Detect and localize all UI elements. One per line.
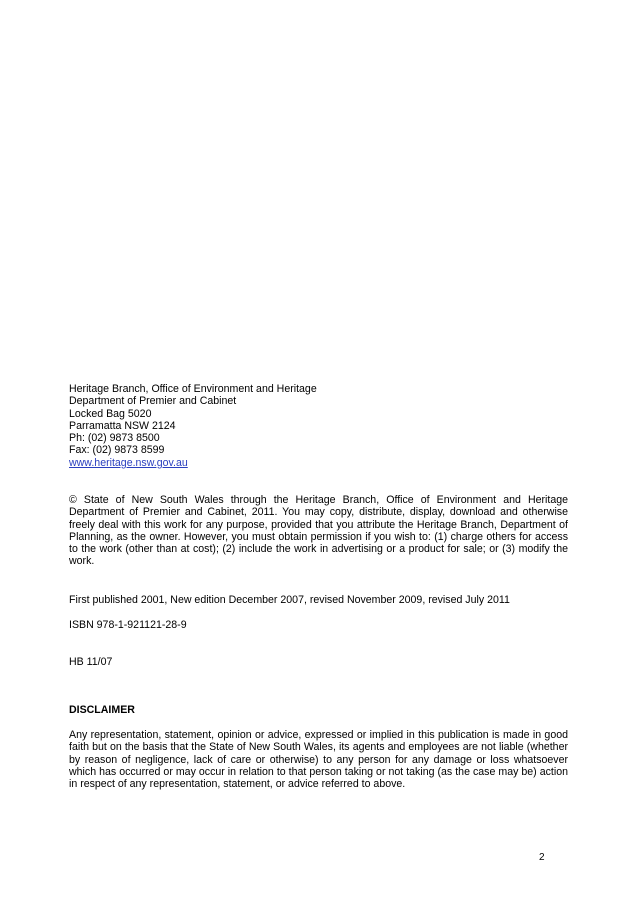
website-link[interactable]: www.heritage.nsw.gov.au — [69, 456, 188, 469]
address-line-organisation: Heritage Branch, Office of Environment and Heritage — [69, 383, 317, 395]
address-line-locked-bag: Locked Bag 5020 — [69, 407, 152, 420]
address-line-fax: Fax: (02) 9873 8599 — [69, 444, 165, 457]
address-line-suburb: Parramatta NSW 2124 — [69, 419, 176, 432]
isbn: ISBN 978-1-921121-28-9 — [69, 619, 187, 631]
disclaimer-heading: DISCLAIMER — [69, 704, 135, 716]
page-number: 2 — [539, 852, 545, 863]
publication-history: First published 2001, New edition December 2007, revised November 2009, revised July 2011 — [69, 594, 510, 606]
copyright-notice: © State of New South Wales through the Heritage Branch, Office of Environment and Heritage Department of Premier and Cabinet, 2011. You may copy, distribute, display, download and otherwise freely deal with this work for any purpose, provided that you attribute the Heritage Branch, Department of Planning, as the owner. However, you must obtain permission if you wish to: (1) charge others for access to the work (other than at cost); (2) include the work in advertising or a product for sale; or (3) modify the work. — [69, 494, 568, 568]
address-line-department: Department of Premier and Cabinet — [69, 395, 237, 408]
disclaimer-text: Any representation, statement, opinion or advice, expressed or implied in this publication is made in good faith but on the basis that the State of New South Wales, its agents and employees are not liable (whether by reason of negligence, lack of care or otherwise) to any person for any damage or loss whatsoever which has occurred or may occur in relation to that person taking or not taking (as the case may be) action in respect of any representation, statement, or advice referred to above. — [69, 729, 568, 791]
contact-address-block — [69, 383, 568, 469]
publication-code: HB 11/07 — [69, 656, 113, 668]
address-line-phone: Ph: (02) 9873 8500 — [69, 432, 160, 445]
